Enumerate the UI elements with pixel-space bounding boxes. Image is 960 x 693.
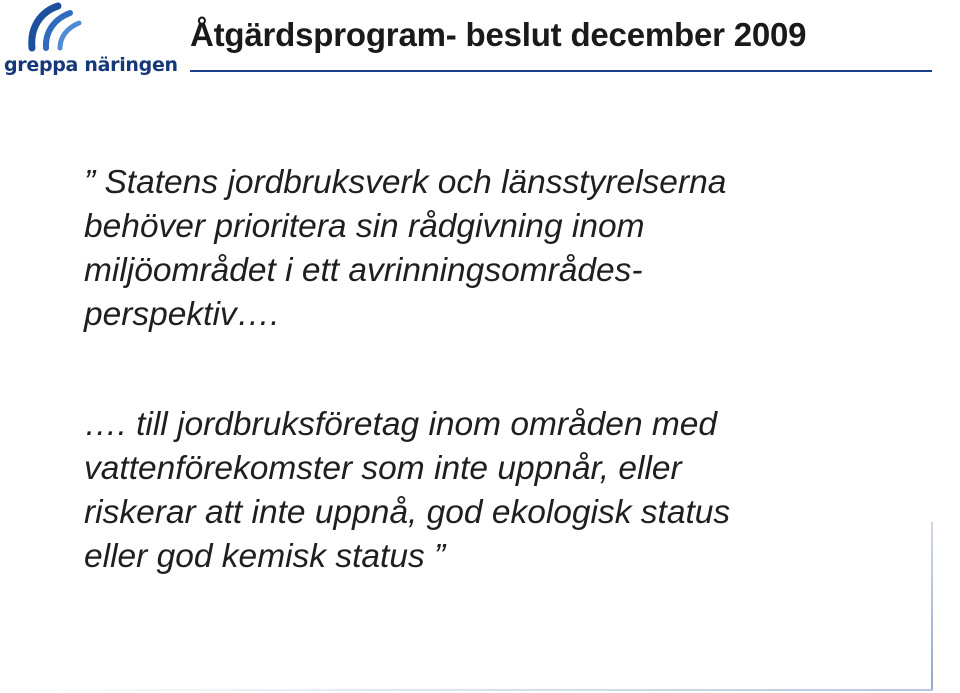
- title-divider: [190, 70, 932, 72]
- quote-paragraph-1: [84, 161, 944, 337]
- quote-1-line-3: miljöområdet i ett avrinningsområdes-: [84, 252, 643, 289]
- quote-paragraph-2: [84, 403, 944, 579]
- greppa-naringen-swirl-icon: [24, 0, 84, 52]
- right-decorative-rule: [931, 522, 933, 690]
- quote-1-line-2: behöver prioritera sin rådgivning inom: [84, 208, 645, 245]
- quote-1-line-1: ” Statens jordbruksverk och länsstyrelserna: [84, 164, 727, 201]
- bottom-decorative-rule: [0, 689, 933, 691]
- quote-2-line-2: vattenförekomster som inte uppnår, eller: [84, 450, 682, 487]
- quote-2-line-1: …. till jordbruksföretag inom områden med: [84, 406, 718, 443]
- logo-text: greppa näringen: [4, 54, 178, 76]
- quote-2-line-3: riskerar att inte uppnå, god ekologisk status: [84, 494, 731, 531]
- quote-2-line-4: eller god kemisk status ”: [84, 538, 446, 575]
- logo: [4, 0, 178, 80]
- quote-1-line-4: perspektiv….: [84, 296, 280, 333]
- page-title: Åtgärdsprogram- beslut december 2009: [190, 16, 807, 53]
